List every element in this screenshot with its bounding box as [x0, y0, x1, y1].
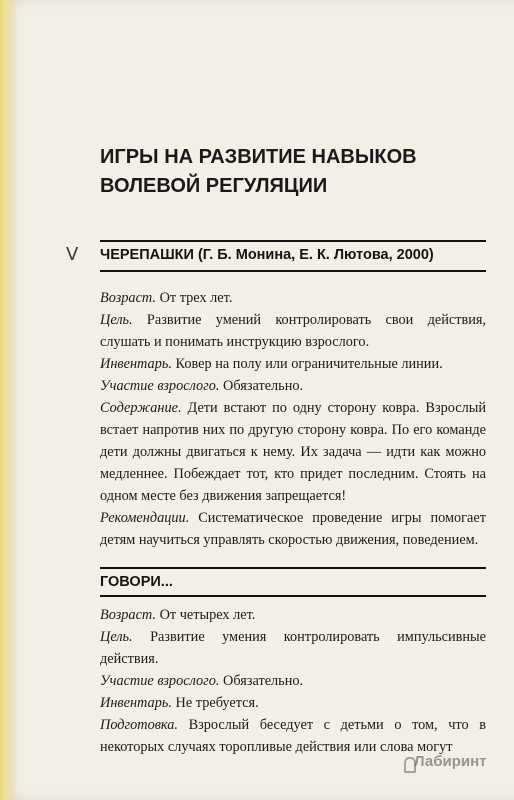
paragraph-recommendations: Рекомендации. Систематическое проведение игры помогает детям научиться управлять скоростью движения, поведением. — [100, 510, 486, 548]
section-bottom-rule — [100, 270, 486, 272]
section2-bottom-rule — [100, 595, 486, 597]
paragraph-inventory: Инвентарь. Ковер на полу или ограничительные линии. — [100, 356, 443, 372]
paragraph-age: Возраст. От четырех лет. — [100, 607, 256, 623]
paragraph-age: Возраст. От трех лет. — [100, 290, 233, 306]
handwritten-check-mark: V — [66, 244, 79, 265]
paragraph-content: Содержание. Дети встают по одну сторону ковра. Взрослый встает напротив них по другую сторону ковра. По его команде дети должны двигаться к нему. Их задача — идти как можно медленнее. Побеждает тот, кто придет последним. Стоять на одном месте без движения запрещается! — [100, 400, 486, 504]
section-top-rule — [100, 240, 486, 242]
paragraph-preparation: Подготовка. Взрослый беседует с детьми о том, что в некоторых случаях торопливые действия или слова могут — [100, 717, 486, 755]
watermark-label: Лабиринт — [414, 753, 487, 770]
section-title-speak: ГОВОРИ... — [100, 574, 173, 590]
section-body-turtles — [100, 287, 486, 551]
page-spine-shadow — [0, 0, 18, 800]
section-body-speak — [100, 604, 486, 758]
paragraph-goal: Цель. Развитие умений контролировать свои действия, слушать и понимать инструкцию взрослого. — [100, 312, 486, 350]
paragraph-goal: Цель. Развитие умения контролировать импульсивные действия. — [100, 629, 486, 667]
chapter-title: ИГРЫ НА РАЗВИТИЕ НАВЫКОВ ВОЛЕВОЙ РЕГУЛЯЦИИ — [100, 146, 417, 197]
paragraph-adult-participation: Участие взрослого. Обязательно. — [100, 673, 304, 689]
section2-top-rule — [100, 567, 486, 569]
paragraph-inventory: Инвентарь. Не требуется. — [100, 695, 259, 711]
paragraph-adult-participation: Участие взрослого. Обязательно. — [100, 378, 304, 394]
section-title-turtles: ЧЕРЕПАШКИ (Г. Б. Монина, Е. К. Лютова, 2000) — [100, 247, 434, 263]
